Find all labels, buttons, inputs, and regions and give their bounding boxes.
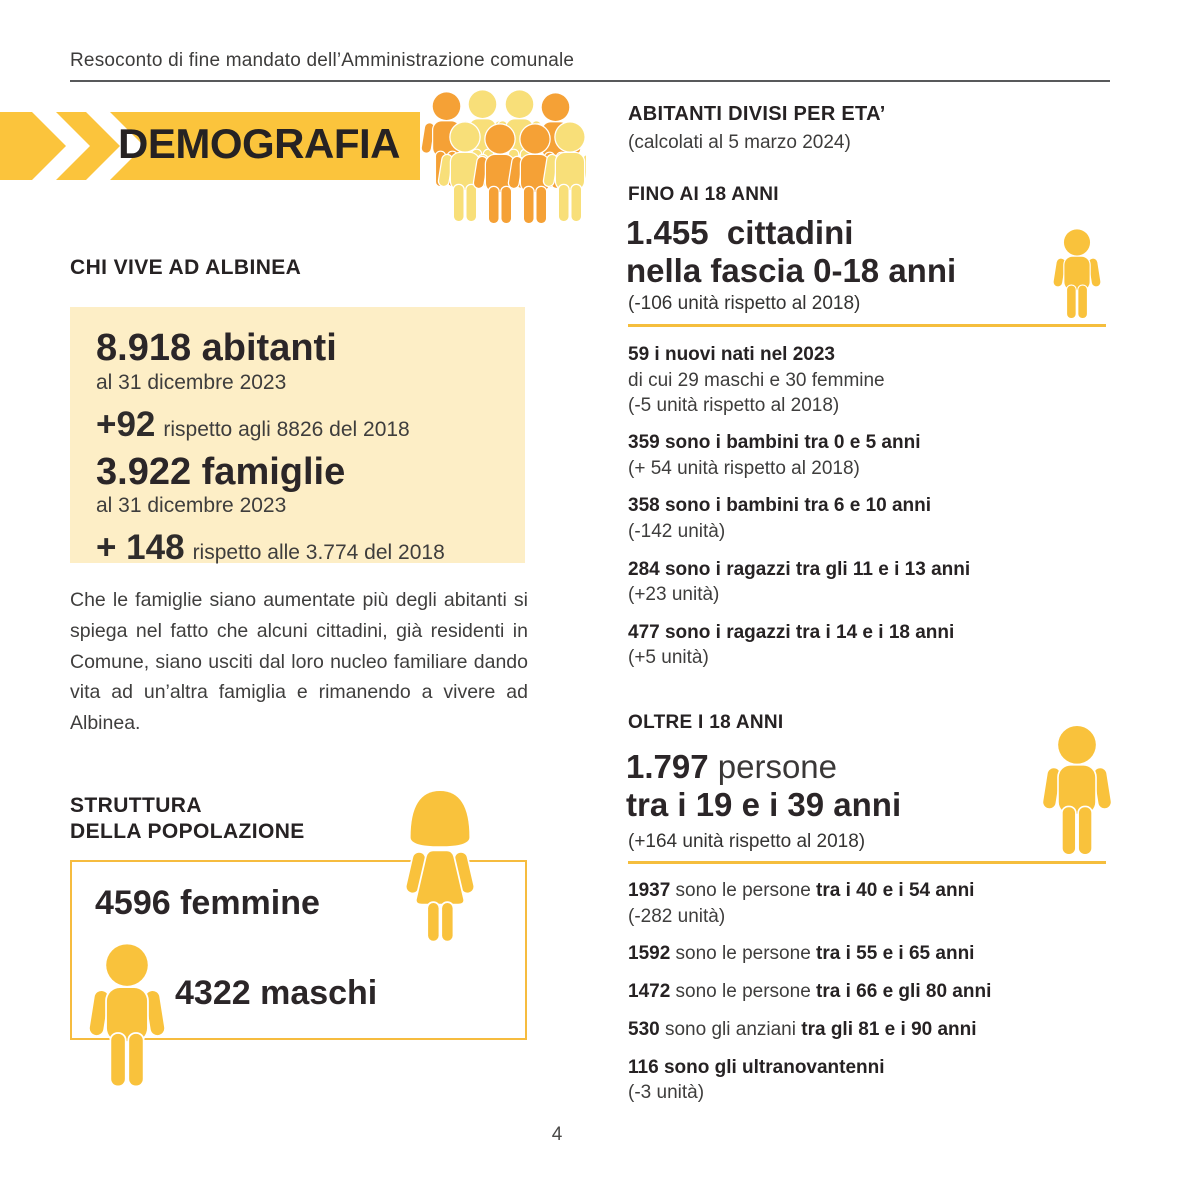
under18-stats-list bbox=[628, 342, 1108, 671]
over18-divider-line bbox=[628, 861, 1106, 864]
list-item: 530 sono gli anziani tra gli 81 e i 90 anni bbox=[628, 1018, 977, 1040]
list-item: 359 sono i bambini tra 0 e 5 anni (+ 54 unità rispetto al 2018) bbox=[628, 432, 921, 480]
over18-headline-line2: tra i 19 e i 39 anni bbox=[626, 785, 902, 823]
people-crowd-icon bbox=[414, 88, 586, 238]
age-section-subtitle: (calcolati al 5 marzo 2024) bbox=[628, 132, 851, 153]
male-icon bbox=[84, 942, 170, 1100]
report-header-title: Resoconto di fine mandato dell’Amministrazione comunale bbox=[70, 50, 575, 71]
under18-label: FINO AI 18 ANNI bbox=[628, 184, 779, 205]
list-item: 477 sono i ragazzi tra i 14 e i 18 anni (+5 unità) bbox=[628, 621, 955, 669]
families-delta-number: + 148 bbox=[96, 528, 185, 568]
inhabitants-date: al 31 dicembre 2023 bbox=[96, 370, 287, 394]
families-date: al 31 dicembre 2023 bbox=[96, 494, 287, 518]
over18-label: OLTRE I 18 ANNI bbox=[628, 712, 784, 733]
adult-icon bbox=[1038, 724, 1116, 867]
list-item: 59 i nuovi nati nel 2023 di cui 29 maschi e 30 femmine (-5 unità rispetto al 2018) bbox=[628, 344, 885, 417]
who-lives-title: CHI VIVE AD ALBINEA bbox=[70, 256, 302, 279]
inhabitants-delta-text: rispetto agli 8826 del 2018 bbox=[163, 417, 410, 441]
over18-count-unit: persone bbox=[717, 748, 838, 785]
list-item: 358 sono i bambini tra 6 e 10 anni (-142 unità) bbox=[628, 495, 932, 543]
over18-delta: (+164 unità rispetto al 2018) bbox=[628, 831, 866, 852]
header-divider bbox=[70, 80, 1110, 82]
under18-headline-line1: 1.455 cittadini bbox=[626, 214, 854, 251]
inhabitants-delta bbox=[96, 405, 509, 445]
structure-title-line1: STRUTTURA bbox=[70, 794, 202, 817]
males-count: 4322 maschi bbox=[175, 974, 378, 1012]
structure-title-line2: DELLA POPOLAZIONE bbox=[70, 820, 305, 844]
under18-divider-line bbox=[628, 324, 1106, 327]
section-banner bbox=[0, 112, 420, 180]
families-value: 3.922 famiglie bbox=[96, 450, 346, 493]
child-icon bbox=[1050, 228, 1104, 327]
list-item: 1472 sono le persone tra i 66 e gli 80 anni bbox=[628, 980, 992, 1002]
families-delta-text: rispetto alle 3.774 del 2018 bbox=[192, 541, 445, 565]
list-item: 1592 sono le persone tra i 55 e i 65 anni bbox=[628, 943, 975, 965]
under18-headline-line2: nella fascia 0-18 anni bbox=[626, 251, 957, 289]
population-structure-title bbox=[70, 793, 305, 846]
females-count: 4596 femmine bbox=[95, 884, 320, 922]
list-item: 284 sono i ragazzi tra gli 11 e i 13 anni (+23 unità) bbox=[628, 558, 971, 606]
inhabitants-value: 8.918 abitanti bbox=[96, 327, 337, 369]
under18-delta: (-106 unità rispetto al 2018) bbox=[628, 293, 861, 314]
inhabitants-stats-box bbox=[70, 307, 525, 568]
age-section-title: ABITANTI DIVISI PER ETA’ bbox=[628, 103, 886, 125]
page-number: 4 bbox=[551, 1124, 563, 1145]
inhabitants-delta-number: +92 bbox=[96, 404, 156, 444]
families-delta bbox=[96, 528, 509, 568]
page-title: DEMOGRAFIA bbox=[118, 120, 400, 167]
families-explanation-paragraph: Che le famiglie siano aumentate più degli abitanti si spiega nel fatto che alcuni cittadini, già residenti in Comune, siano usciti dal loro nucleo familiare dando vita ad un’altra famiglia e rimanendo a vivere ad Albinea. bbox=[70, 589, 528, 735]
over18-count: 1.797 bbox=[626, 748, 718, 785]
under18-headline bbox=[626, 214, 956, 289]
over18-headline bbox=[626, 748, 901, 823]
female-icon bbox=[398, 784, 482, 966]
over18-headline-line1 bbox=[626, 748, 901, 786]
over18-stats-list bbox=[628, 878, 1108, 1106]
list-item: 1937 sono le persone tra i 40 e i 54 anni (-282 unità) bbox=[628, 880, 975, 927]
list-item: 116 sono gli ultranovantenni (-3 unità) bbox=[628, 1056, 885, 1104]
